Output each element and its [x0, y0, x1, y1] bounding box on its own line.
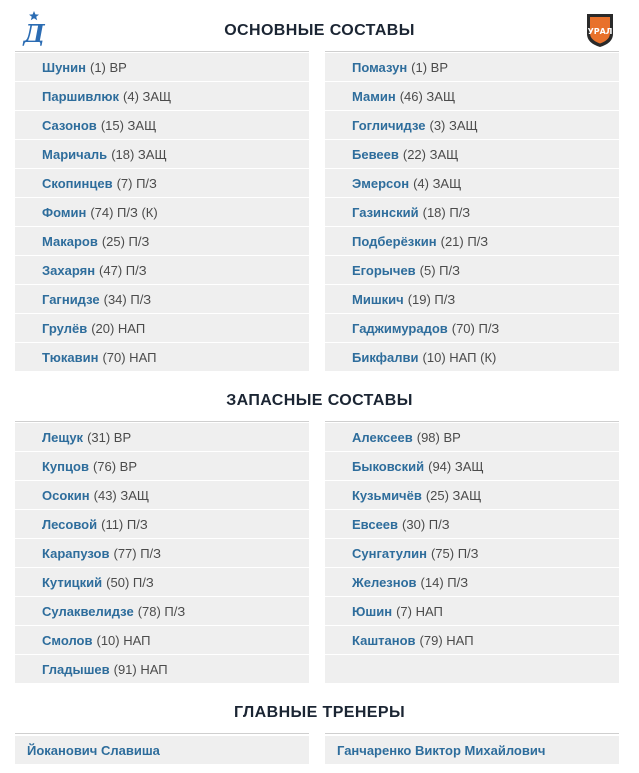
home-coach[interactable]: Йоканович Славиша	[15, 736, 309, 764]
player-row	[15, 655, 309, 683]
player-name-link[interactable]: Каштанов	[352, 632, 416, 648]
player-number-position: (14) П/З	[420, 574, 469, 590]
player-name-link[interactable]: Гаджимурадов	[352, 320, 448, 336]
player-name-link[interactable]: Помазун	[352, 59, 408, 75]
player-name-link[interactable]: Кутицкий	[42, 574, 103, 590]
away-subs-list	[325, 423, 619, 684]
player-row	[15, 256, 309, 284]
player-number-position: (10) НАП (К)	[422, 349, 497, 365]
player-name-link[interactable]: Евсеев	[352, 516, 399, 532]
player-row	[325, 423, 619, 451]
player-name-link[interactable]: Гладышев	[42, 661, 110, 677]
player-name-link[interactable]: Осокин	[42, 487, 90, 503]
player-row	[15, 285, 309, 313]
player-number-position: (5) П/З	[419, 262, 460, 278]
player-row	[15, 481, 309, 509]
player-number-position: (10) НАП	[96, 632, 151, 648]
player-number-position: (15) ЗАЩ	[100, 117, 157, 133]
player-number-position: (1) ВР	[411, 59, 449, 75]
player-row	[15, 510, 309, 538]
player-row	[325, 452, 619, 480]
player-row	[15, 53, 309, 81]
player-name-link[interactable]: Скопинцев	[42, 175, 113, 191]
player-number-position: (50) П/З	[106, 574, 154, 590]
player-row	[325, 227, 619, 255]
subs-divider	[15, 421, 309, 422]
empty-row	[325, 655, 619, 683]
player-row	[15, 227, 309, 255]
player-name-link[interactable]: Подберёзкин	[352, 233, 437, 249]
player-number-position: (76) ВР	[92, 458, 138, 474]
starters-divider	[15, 51, 309, 52]
player-row	[15, 452, 309, 480]
player-name-link[interactable]: Паршивлюк	[42, 88, 120, 104]
player-name-link[interactable]: Лесовой	[42, 516, 98, 532]
player-row	[325, 597, 619, 625]
subs-divider-right	[325, 421, 619, 422]
starters-divider-right	[325, 51, 619, 52]
player-number-position: (22) ЗАЩ	[402, 146, 459, 162]
player-number-position: (21) П/З	[440, 233, 489, 249]
player-number-position: (25) ЗАЩ	[425, 487, 482, 503]
player-row	[15, 626, 309, 654]
player-row	[15, 82, 309, 110]
player-number-position: (77) П/З	[113, 545, 162, 561]
player-row	[325, 256, 619, 284]
player-number-position: (70) П/З	[451, 320, 500, 336]
player-name-link[interactable]: Сулаквелидзе	[42, 603, 134, 619]
player-number-position: (46) ЗАЩ	[399, 88, 456, 104]
player-name-link[interactable]: Бикфалви	[352, 349, 419, 365]
player-row	[15, 169, 309, 197]
player-name-link[interactable]: Быковский	[352, 458, 425, 474]
coaches-heading: ГЛАВНЫЕ ТРЕНЕРЫ	[233, 704, 406, 721]
player-name-link[interactable]: Кузьмичёв	[352, 487, 422, 503]
player-row	[325, 343, 619, 371]
player-number-position: (75) П/З	[430, 545, 479, 561]
player-number-position: (4) ЗАЩ	[123, 88, 172, 104]
player-number-position: (18) П/З	[422, 204, 471, 220]
player-number-position: (94) ЗАЩ	[428, 458, 484, 474]
player-number-position: (98) ВР	[416, 429, 461, 445]
player-name-link[interactable]: Гагнидзе	[42, 291, 100, 307]
starters-heading: ОСНОВНЫЕ СОСТАВЫ	[224, 22, 415, 39]
player-name-link[interactable]: Маричаль	[42, 146, 108, 162]
player-row	[325, 568, 619, 596]
player-row	[325, 140, 619, 168]
player-number-position: (7) П/З	[116, 175, 157, 191]
subs-heading: ЗАПАСНЫЕ СОСТАВЫ	[226, 392, 413, 409]
player-name-link[interactable]: Фомин	[42, 204, 87, 220]
player-name-link[interactable]: Сунгатулин	[352, 545, 427, 561]
player-number-position: (78) П/З	[137, 603, 186, 619]
ural-logo-text: УРАЛ	[587, 27, 613, 36]
player-name-link[interactable]: Карапузов	[42, 545, 110, 561]
player-number-position: (11) П/З	[101, 516, 148, 532]
player-row	[325, 53, 619, 81]
player-name-link[interactable]: Гогличидзе	[352, 117, 426, 133]
player-name-link[interactable]: Железнов	[352, 574, 417, 590]
player-row	[325, 481, 619, 509]
player-row	[15, 597, 309, 625]
player-name-link[interactable]: Бевеев	[352, 146, 399, 162]
player-number-position: (25) П/З	[101, 233, 150, 249]
player-row	[325, 314, 619, 342]
away-starters-list	[325, 53, 619, 372]
away-coach[interactable]: Ганчаренко Виктор Михайлович	[325, 736, 619, 764]
coaches-divider	[15, 733, 309, 734]
player-name-link[interactable]: Купцов	[42, 458, 89, 474]
player-number-position: (70) НАП	[102, 349, 157, 365]
player-number-position: (20) НАП	[91, 320, 146, 336]
player-number-position: (43) ЗАЩ	[93, 487, 150, 503]
player-number-position: (31) ВР	[87, 429, 132, 445]
player-row	[325, 626, 619, 654]
player-number-position: (1) ВР	[90, 59, 127, 75]
player-number-position: (19) П/З	[407, 291, 456, 307]
player-row	[325, 198, 619, 226]
player-row	[325, 82, 619, 110]
player-row	[15, 423, 309, 451]
player-row	[15, 198, 309, 226]
player-number-position: (30) П/З	[402, 516, 450, 532]
player-row	[325, 285, 619, 313]
home-subs-list	[15, 423, 309, 684]
player-name-link[interactable]: Грулёв	[42, 320, 88, 336]
dynamo-logo-letter: Д	[23, 19, 45, 46]
player-name-link[interactable]: Мишкич	[352, 291, 404, 307]
player-number-position: (91) НАП	[113, 661, 168, 677]
player-row	[15, 568, 309, 596]
player-name-link[interactable]: Лещук	[42, 429, 84, 445]
player-row	[15, 111, 309, 139]
player-name-link[interactable]: Юшин	[352, 603, 393, 619]
player-row	[15, 314, 309, 342]
player-number-position: (47) П/З	[99, 262, 147, 278]
player-name-link[interactable]: Захарян	[42, 262, 96, 278]
player-number-position: (34) П/З	[103, 291, 152, 307]
player-number-position: (4) ЗАЩ	[413, 175, 462, 191]
player-number-position: (74) П/З (К)	[90, 204, 158, 220]
player-name-link[interactable]: Эмерсон	[352, 175, 410, 191]
home-starters-list	[15, 53, 309, 372]
coaches-divider-right	[325, 733, 619, 734]
player-row	[325, 111, 619, 139]
player-row	[325, 169, 619, 197]
player-name-link[interactable]: Сазонов	[42, 117, 97, 133]
player-name-link[interactable]: Макаров	[42, 233, 98, 249]
player-row	[15, 343, 309, 371]
player-row	[325, 510, 619, 538]
player-name-link[interactable]: Егорычев	[352, 262, 416, 278]
player-number-position: (7) НАП	[396, 603, 443, 619]
player-name-link[interactable]: Тюкавин	[42, 349, 99, 365]
player-row	[15, 140, 309, 168]
player-name-link[interactable]: Шунин	[42, 59, 86, 75]
player-name-link[interactable]: Алексеев	[352, 429, 413, 445]
player-number-position: (79) НАП	[419, 632, 474, 648]
player-row	[15, 539, 309, 567]
player-row	[325, 539, 619, 567]
player-number-position: (3) ЗАЩ	[429, 117, 478, 133]
player-name-link[interactable]: Мамин	[352, 88, 396, 104]
player-number-position: (18) ЗАЩ	[111, 146, 167, 162]
player-name-link[interactable]: Смолов	[42, 632, 93, 648]
player-name-link[interactable]: Газинский	[352, 204, 419, 220]
